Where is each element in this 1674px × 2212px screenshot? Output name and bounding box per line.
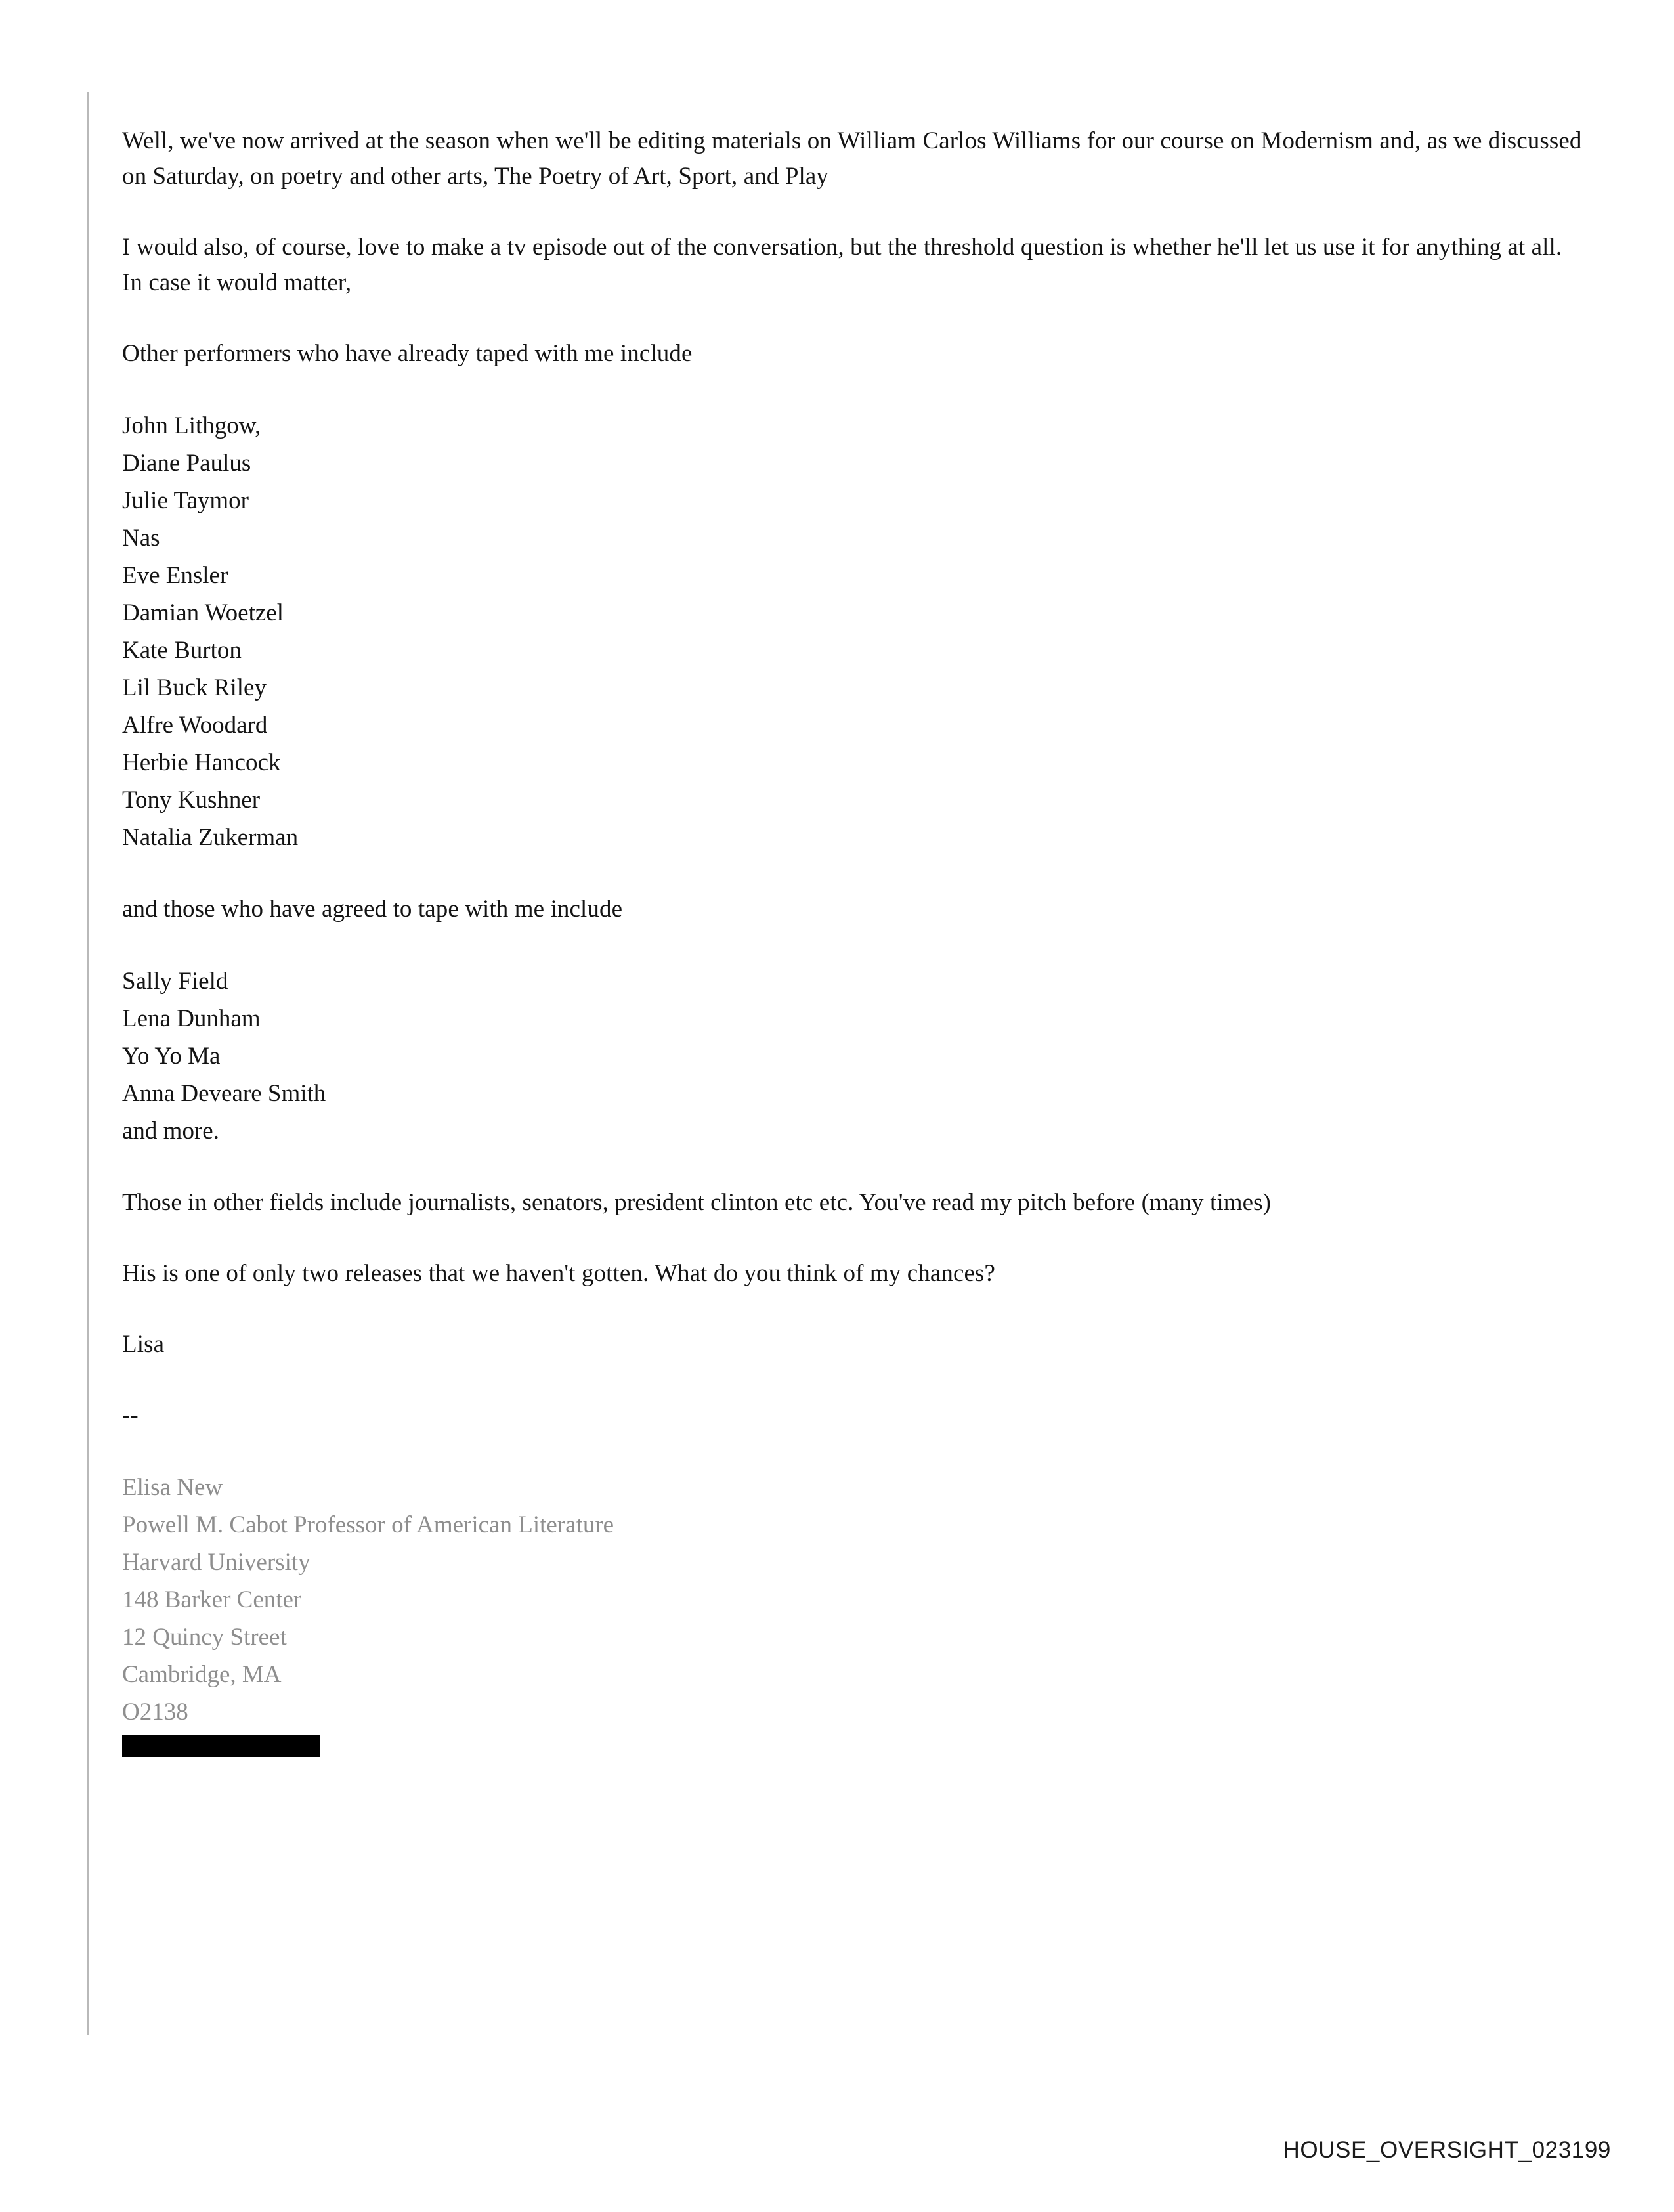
paragraph-1: Well, we've now arrived at the season when we'll be editing materials on William Carlos Williams for our course on Modernism and, as we discussed on Saturday, on poetry and other arts, The Poetry of Art, Sport, and Play — [122, 127, 1582, 190]
closing-paragraph-2: His is one of only two releases that we haven't gotten. What do you think of my chances? — [122, 1260, 996, 1287]
list-item: Kate Burton — [122, 637, 242, 664]
list-item: Tony Kushner — [122, 787, 261, 813]
list-item: John Lithgow, — [122, 412, 261, 439]
paragraph-2: I would also, of course, love to make a tv episode out of the conversation, but the threshold question is whether he'll let us use it for anything at all. In case it would matter, — [122, 234, 1562, 296]
signature-line: Cambridge, MA — [122, 1661, 282, 1688]
paragraph-spacer — [122, 1433, 1586, 1469]
signature-line: Elisa New — [122, 1474, 223, 1501]
signature-line: 12 Quincy Street — [122, 1624, 287, 1651]
closing-paragraph-1: Those in other fields include journalists, senators, president clinton etc etc. You've read my pitch before (many times) — [122, 1189, 1272, 1216]
paragraph-spacer — [122, 194, 1586, 230]
list-item: and more. — [122, 1117, 219, 1144]
list-item: Sally Field — [122, 968, 228, 995]
list-item: Damian Woetzel — [122, 599, 284, 626]
list-item: Anna Deveare Smith — [122, 1080, 326, 1107]
list-item: Julie Taymor — [122, 487, 249, 514]
redaction-bar — [122, 1735, 320, 1757]
taped-list-label: Other performers who have already taped with me include — [122, 340, 693, 367]
list-item: Natalia Zukerman — [122, 824, 299, 851]
list-item: Eve Ensler — [122, 562, 228, 589]
list-item: Yo Yo Ma — [122, 1043, 221, 1070]
paragraph-spacer — [122, 1291, 1586, 1327]
list-item: Lena Dunham — [122, 1005, 261, 1032]
paragraph-spacer — [122, 301, 1586, 336]
list-item: Nas — [122, 525, 160, 552]
paragraph-spacer — [122, 1221, 1586, 1256]
list-item: Alfre Woodard — [122, 712, 268, 739]
quote-vertical-rule — [87, 92, 89, 2035]
agreed-list-label: and those who have agreed to tape with me include — [122, 896, 623, 922]
signature-separator: -- — [122, 1402, 139, 1429]
signoff: Lisa — [122, 1331, 165, 1358]
list-item: Diane Paulus — [122, 450, 251, 477]
signature-line: 148 Barker Center — [122, 1586, 302, 1613]
paragraph-spacer — [122, 1362, 1586, 1398]
paragraph-spacer — [122, 927, 1586, 963]
list-item: Herbie Hancock — [122, 749, 281, 776]
taped-performers-list — [122, 407, 1586, 856]
signature-line: Harvard University — [122, 1549, 311, 1576]
signature-line: O2138 — [122, 1699, 188, 1725]
email-body — [122, 123, 1586, 1757]
signature-line: Powell M. Cabot Professor of American Literature — [122, 1511, 614, 1538]
signature-block — [122, 1469, 1586, 1731]
list-item: Lil Buck Riley — [122, 674, 267, 701]
paragraph-spacer — [122, 856, 1586, 892]
paragraph-spacer — [122, 1150, 1586, 1185]
bates-stamp: HOUSE_OVERSIGHT_023199 — [1283, 2137, 1611, 2163]
agreed-performers-list — [122, 963, 1586, 1150]
paragraph-spacer — [122, 372, 1586, 407]
